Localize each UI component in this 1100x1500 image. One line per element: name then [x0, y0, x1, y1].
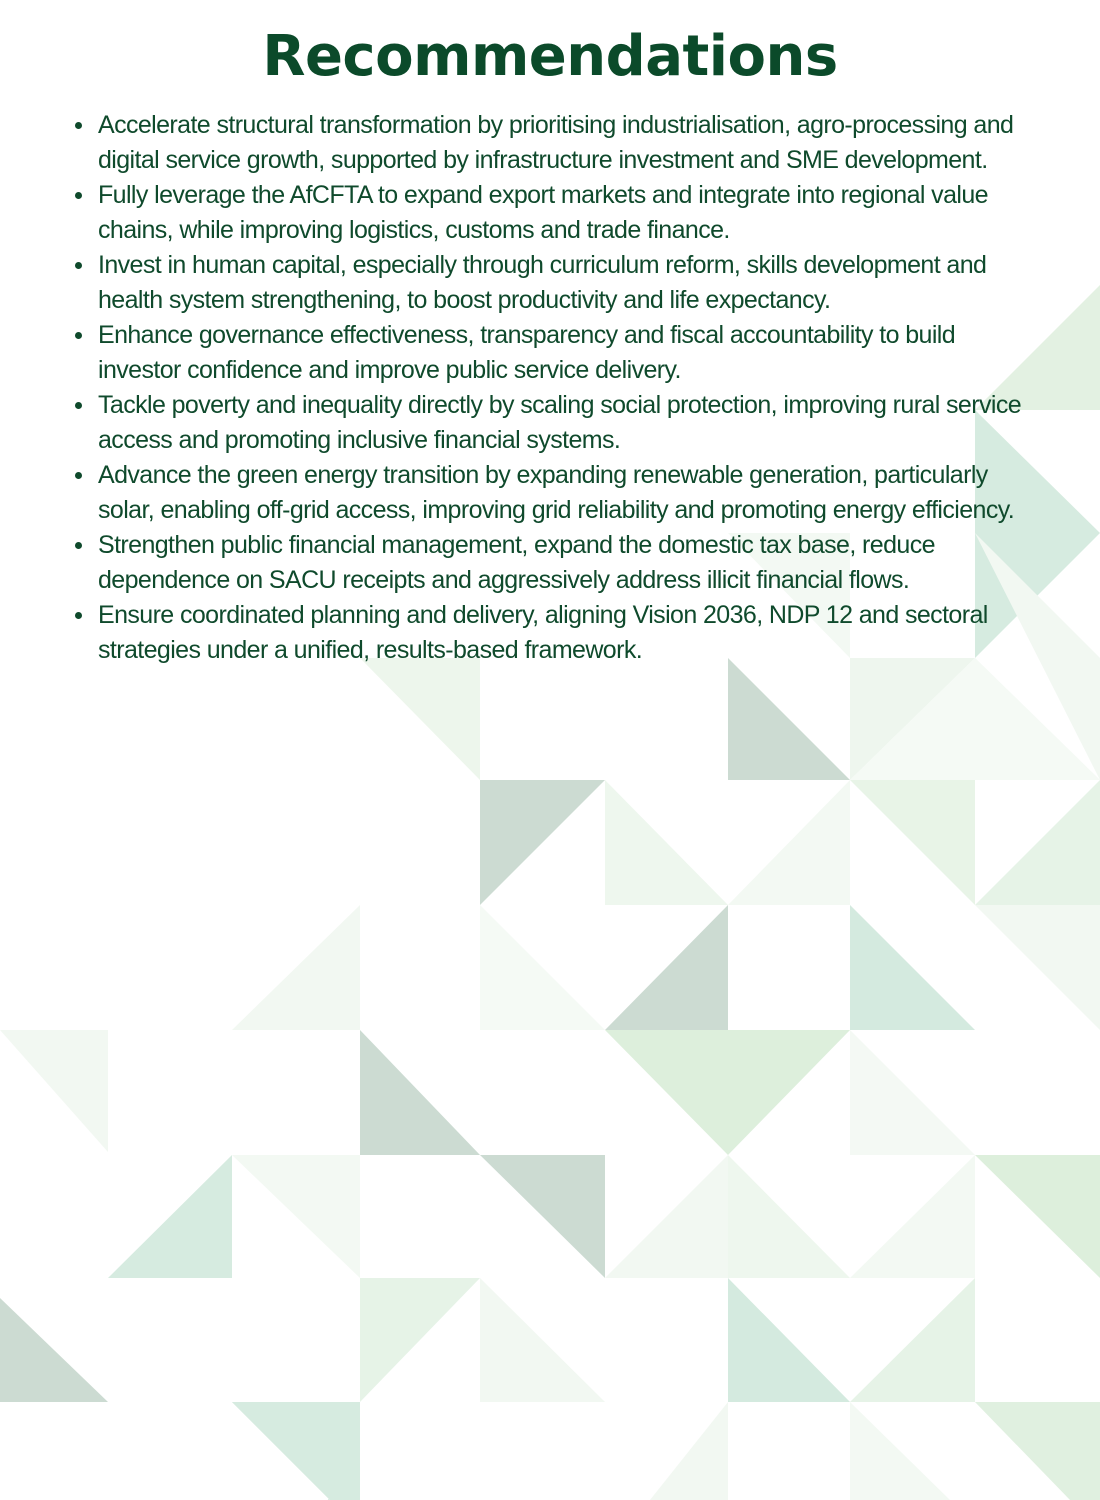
recommendation-text: Accelerate structural transformation by prioritising industrialisation, agro-processing and digital service growth, supported by infrastructure investment and SME development. [98, 111, 1014, 174]
list-item [98, 318, 1043, 388]
bullet-icon [75, 262, 82, 269]
recommendation-text: Tackle poverty and inequality directly by scaling social protection, improving rural service access and promoting inclusive financial systems. [98, 391, 1022, 454]
page-title: Recommendations [262, 24, 838, 89]
recommendations-list [98, 108, 1043, 668]
list-item [98, 458, 1043, 528]
bullet-icon [75, 612, 82, 619]
recommendation-text: Strengthen public financial management, expand the domestic tax base, reduce dependence on SACU receipts and aggressively address illicit financial flows. [98, 531, 935, 594]
bullet-icon [75, 192, 82, 199]
recommendation-text: Ensure coordinated planning and delivery, aligning Vision 2036, NDP 12 and sectoral strategies under a unified, results-based framework. [98, 601, 988, 664]
list-item [98, 388, 1043, 458]
list-item [98, 178, 1043, 248]
recommendation-text: Advance the green energy transition by expanding renewable generation, particularly solar, enabling off-grid access, improving grid reliability and promoting energy efficiency. [98, 461, 1015, 524]
list-item [98, 528, 1043, 598]
bullet-icon [75, 332, 82, 339]
list-item [98, 248, 1043, 318]
list-item [98, 108, 1043, 178]
bullet-icon [75, 402, 82, 409]
bullet-icon [75, 472, 82, 479]
recommendation-text: Invest in human capital, especially through curriculum reform, skills development and health system strengthening, to boost productivity and life expectancy. [98, 251, 987, 314]
recommendation-text: Fully leverage the AfCFTA to expand export markets and integrate into regional value chains, while improving logistics, customs and trade finance. [98, 181, 988, 244]
recommendation-text: Enhance governance effectiveness, transparency and fiscal accountability to build investor confidence and improve public service delivery. [98, 321, 956, 384]
bullet-icon [75, 122, 82, 129]
bullet-icon [75, 542, 82, 549]
list-item [98, 598, 1043, 668]
